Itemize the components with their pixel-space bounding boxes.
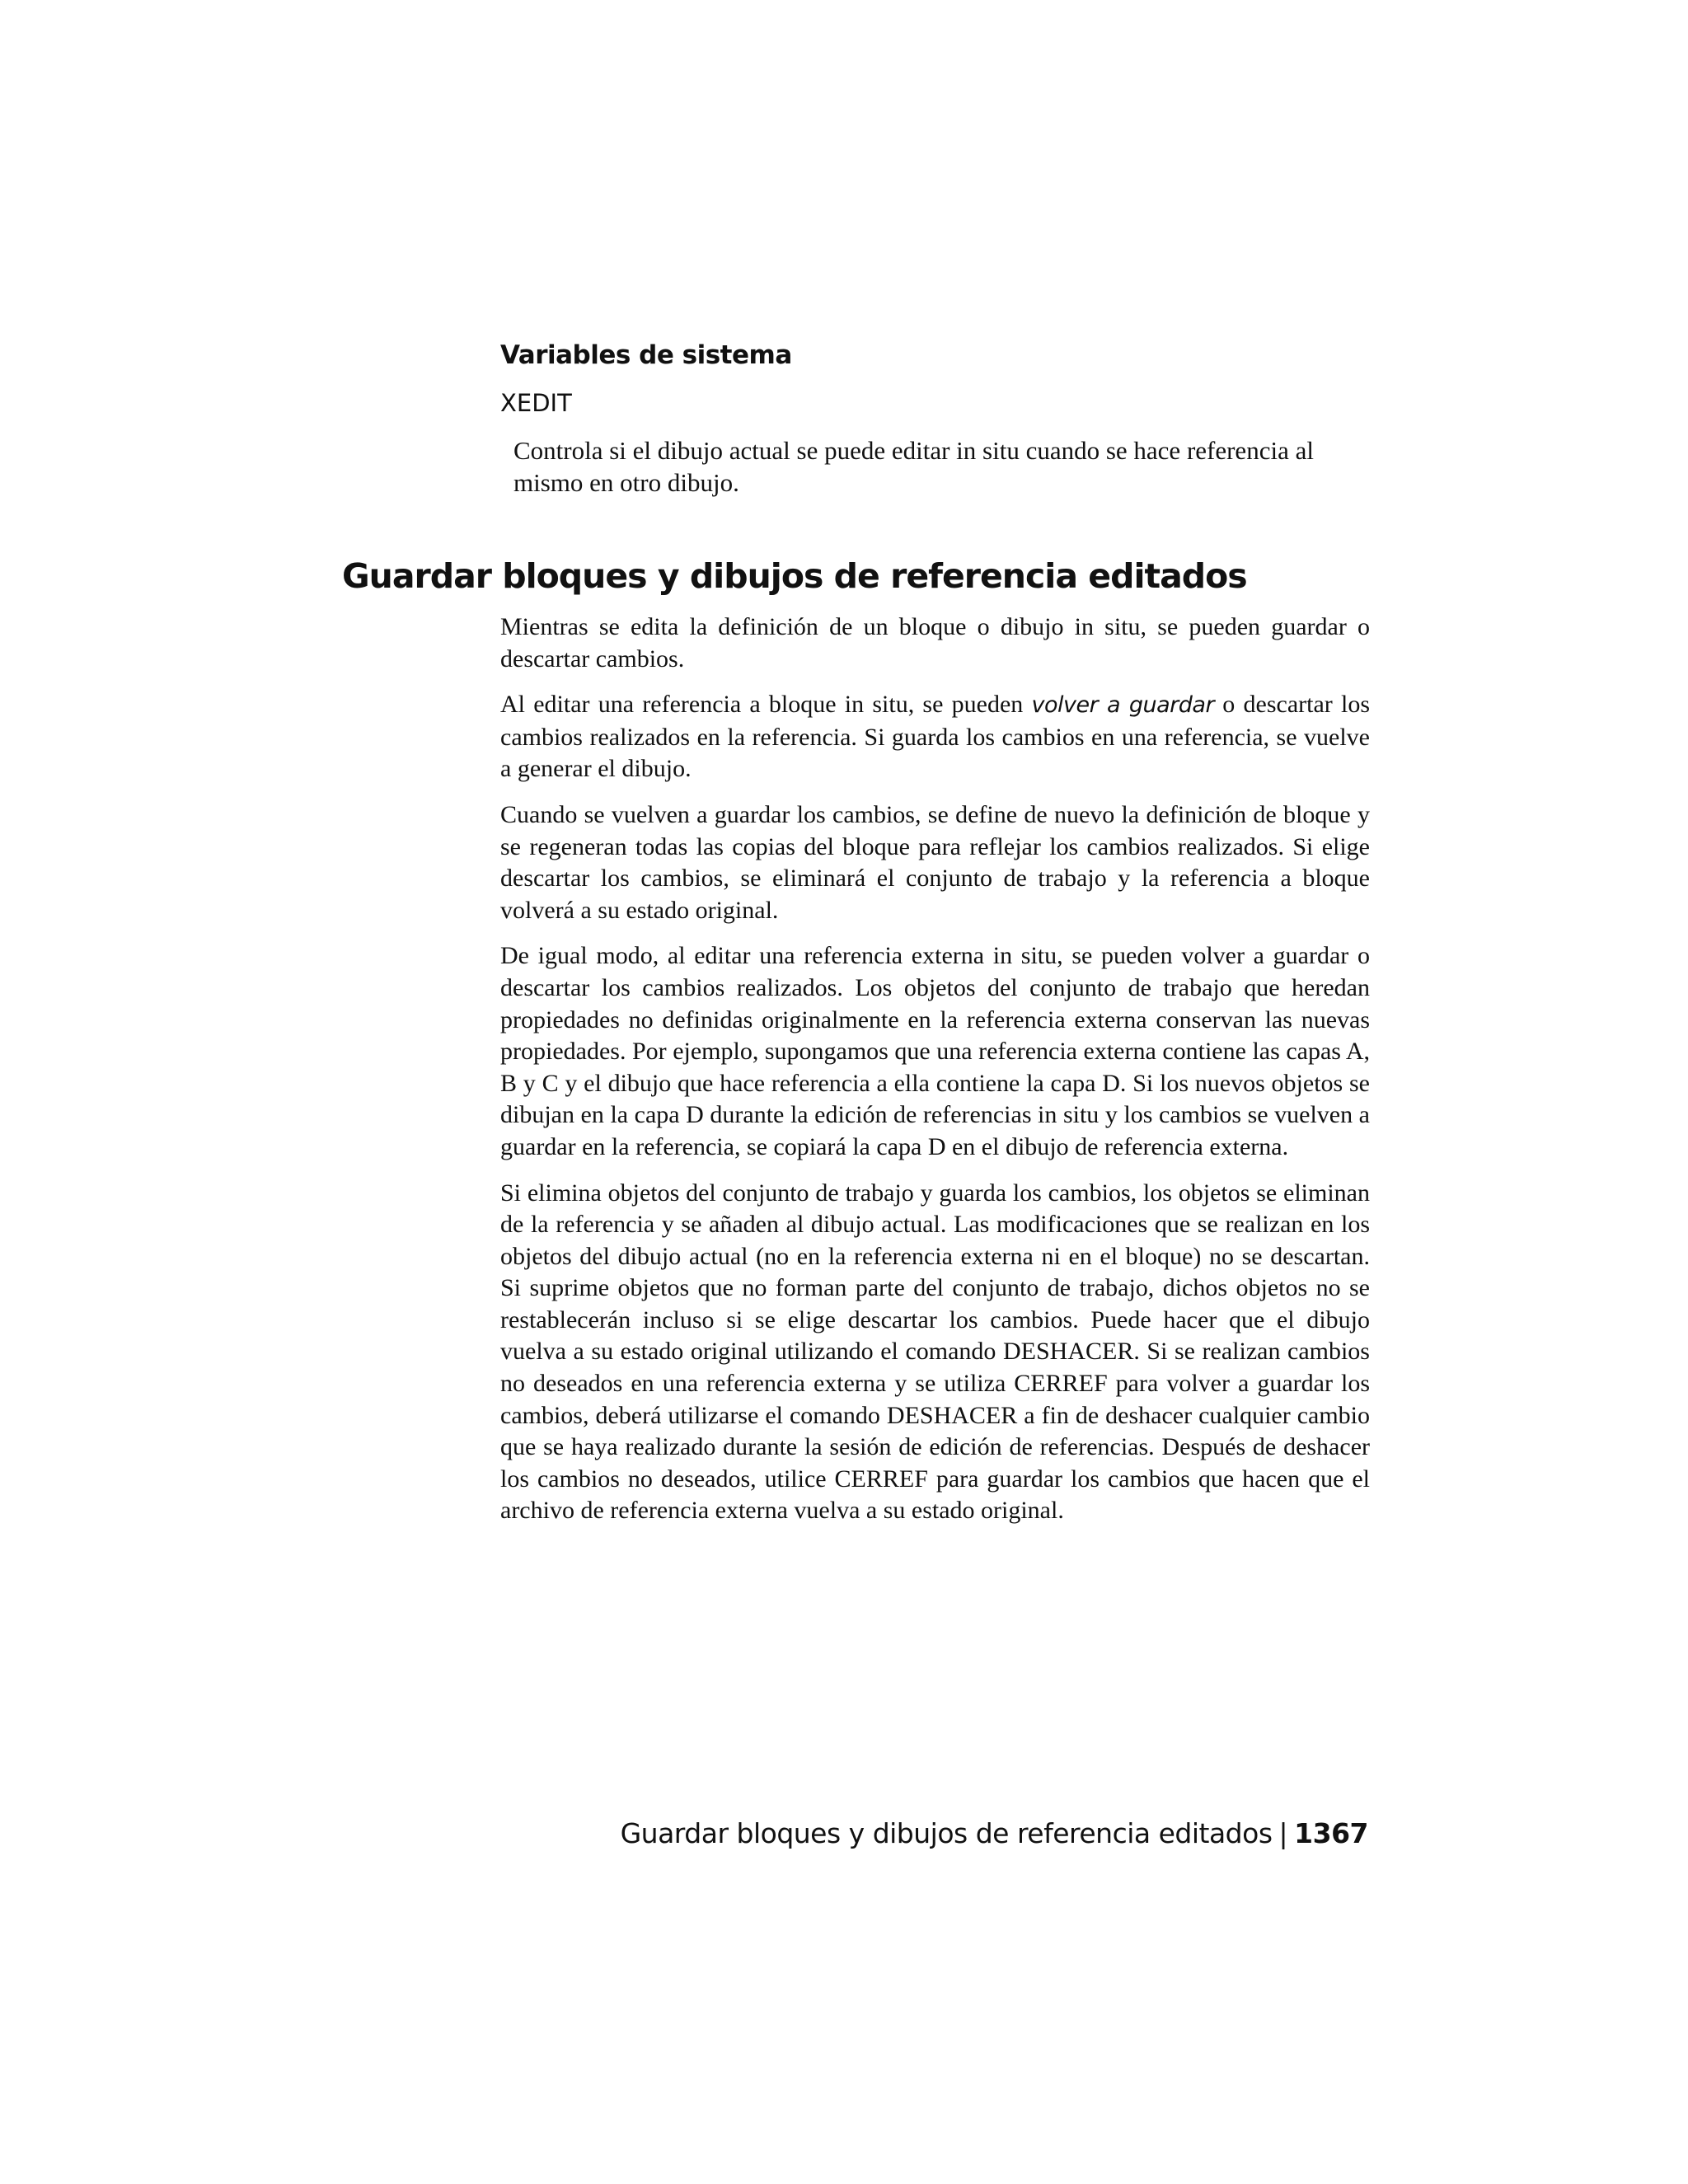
system-variable-name: XEDIT [500,389,572,417]
paragraph-2 [500,689,1370,785]
paragraph-2-text-after: o descartar los cambios realizados en la referencia. Si guarda los cambios en una referencia, se vuelve a generar el dibujo. [500,691,1370,783]
section-title: Guardar bloques y dibujos de referencia editados [342,556,1247,596]
paragraph-2-text-before: Al editar una referencia a bloque in situ, se pueden [500,691,1032,719]
paragraph-4: De igual modo, al editar una referencia externa in situ, se pueden volver a guardar o descartar los cambios realizados. Los objetos del conjunto de trabajo que heredan propiedades no definidas originalmente en la referencia externa conservan las nuevas propiedades. Por ejemplo, supongamos que una referencia externa contiene las capas A, B y C y el dibujo que hace referencia a ella contiene la capa D. Si los nuevos objetos se dibujan en la capa D durante la edición de referencias in situ y los cambios se vuelven a guardar en la referencia, se copiará la capa D en el dibujo de referencia externa. [500,942,1370,1160]
system-variable-description: Controla si el dibujo actual se puede editar in situ cuando se hace referencia al mismo en otro dibujo. [513,436,1314,497]
system-variables-heading: Variables de sistema [500,340,792,370]
paragraph-3: Cuando se vuelven a guardar los cambios, se define de nuevo la definición de bloque y se regeneran todas las copias del bloque para reflejar los cambios realizados. Si elige descartar los cambios, se eliminará el conjunto de trabajo y la referencia a bloque volverá a su estado original. [500,800,1370,924]
paragraph-1: Mientras se edita la definición de un bloque o dibujo in situ, se pueden guardar o descartar cambios. [500,613,1370,673]
footer-separator: | [1278,1817,1288,1849]
italic-term: volver a guardar [1031,692,1215,719]
page-footer [621,1817,1368,1849]
page-number: 1367 [1294,1817,1368,1849]
section-body [500,612,1370,1541]
footer-running-title: Guardar bloques y dibujos de referencia editados [620,1817,1273,1849]
paragraph-5: Si elimina objetos del conjunto de trabajo y guarda los cambios, los objetos se eliminan de la referencia y se añaden al dibujo actual. Las modificaciones que se realizan en los objetos del dibujo actual (no en la referencia externa ni en el bloque) no se descartan. Si suprime objetos que no forman parte del conjunto de trabajo, dichos objetos no se restablecerán incluso si se elige descartar los cambios. Puede hacer que el dibujo vuelva a su estado original utilizando el comando DESHACER. Si se realizan cambios no deseados en una referencia externa y se utiliza CERREF para volver a guardar los cambios, deberá utilizarse el comando DESHACER a fin de deshacer cualquier cambio que se haya realizado durante la sesión de edición de referencias. Después de deshacer los cambios no deseados, utilice CERREF para guardar los cambios que hacen que el archivo de referencia externa vuelva a su estado original. [500,1179,1370,1525]
